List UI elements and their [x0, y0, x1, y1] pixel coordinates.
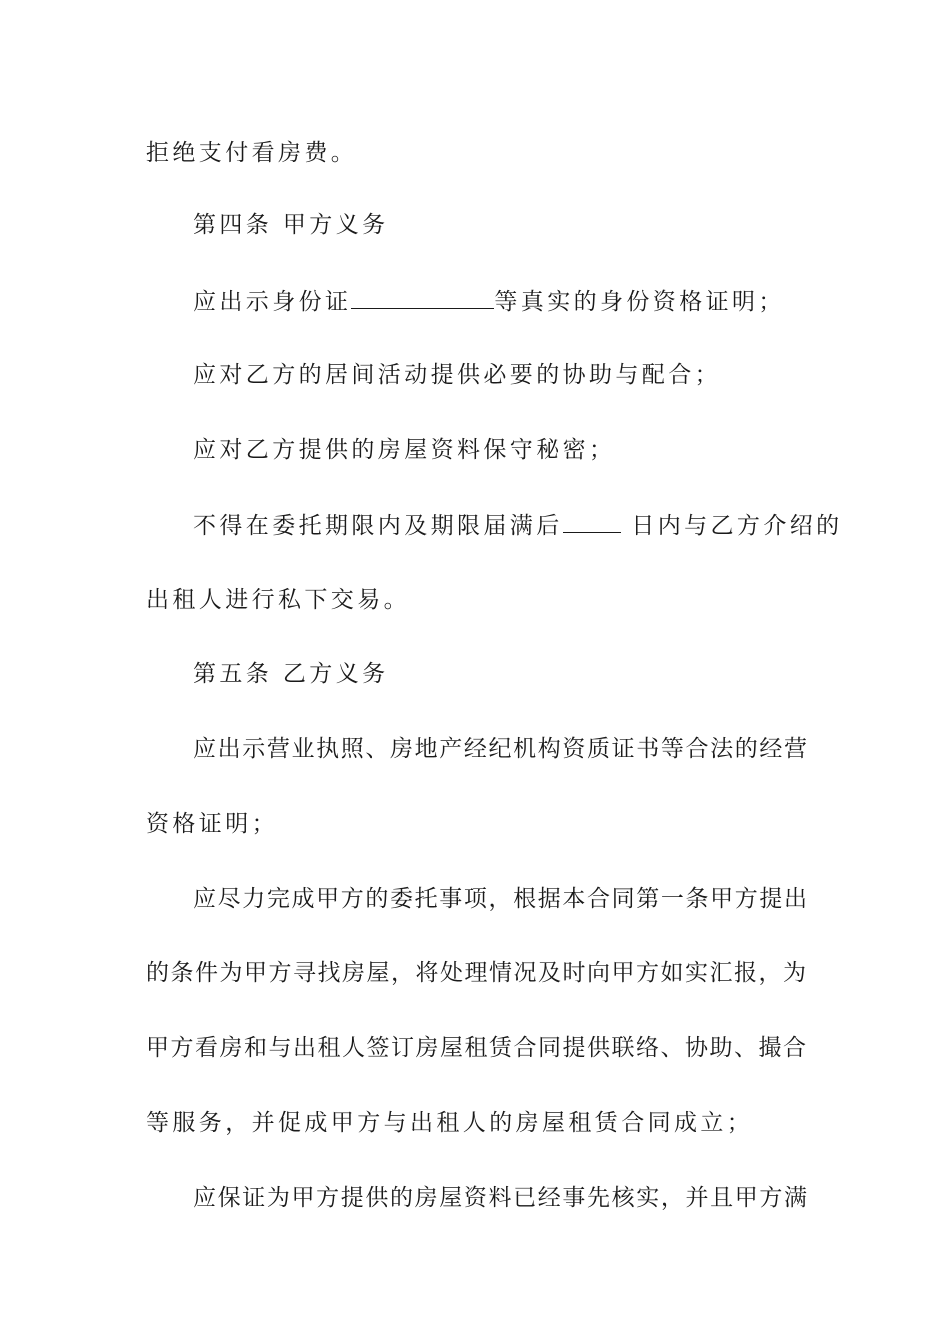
text-segment: 不得在委托期限内及期限届满后: [193, 513, 563, 539]
glyph: 应: [193, 886, 216, 912]
glyph: 汇: [709, 960, 733, 986]
glyph: 方: [170, 1035, 194, 1061]
glyph: 甲: [291, 1185, 315, 1211]
glyph: 房: [415, 1035, 439, 1061]
glyph: 将: [415, 960, 439, 986]
glyph: 完: [266, 886, 290, 912]
glyph: 已: [513, 1185, 537, 1211]
glyph: 事: [439, 886, 463, 912]
glyph: 如: [660, 960, 684, 986]
paragraph-line-private-deal: [193, 510, 843, 541]
glyph: 证: [242, 1185, 266, 1211]
glyph: 一: [660, 886, 684, 912]
glyph: 找: [317, 960, 341, 986]
glyph: 合: [513, 1035, 537, 1061]
glyph: 的: [734, 736, 758, 762]
paragraph-line: 应对乙方提供的房屋资料保守秘密；: [193, 437, 616, 463]
glyph: 照: [340, 736, 364, 762]
glyph: 条: [685, 886, 709, 912]
glyph: 、: [365, 736, 389, 762]
glyph: ，: [391, 960, 414, 986]
glyph: 看: [195, 1035, 218, 1061]
glyph: 实: [685, 960, 708, 986]
glyph: 经: [537, 1185, 561, 1211]
glyph: 为: [266, 1185, 290, 1211]
glyph: 条: [170, 960, 194, 986]
glyph: 络: [636, 1035, 659, 1061]
glyph: 房: [390, 736, 413, 762]
text-segment: 应出示身份证: [193, 289, 352, 315]
glyph: 项: [463, 886, 487, 912]
glyph: 等: [660, 736, 684, 762]
fill-in-blank: [563, 510, 621, 533]
glyph: 为: [783, 960, 806, 986]
text-segment: 等真实的身份资格证明；: [494, 289, 785, 315]
glyph: 保: [217, 1185, 241, 1211]
glyph: ，: [758, 960, 782, 986]
glyph: 同: [611, 886, 635, 912]
glyph: 应: [193, 1185, 216, 1211]
glyph: 租: [464, 1035, 488, 1061]
glyph: 出: [217, 736, 241, 762]
glyph: 方: [636, 960, 659, 986]
glyph: 并: [685, 1185, 709, 1211]
paragraph-line: 应对乙方的居间活动提供必要的协助与配合；: [193, 362, 721, 388]
glyph: 出: [293, 1035, 316, 1061]
glyph: 营: [266, 736, 290, 762]
glyph: 根: [513, 886, 537, 912]
glyph: 供: [365, 1185, 389, 1211]
glyph: 的: [146, 960, 169, 986]
glyph: ，: [660, 1185, 684, 1211]
glyph: 核: [611, 1185, 635, 1211]
glyph: 资: [562, 736, 586, 762]
glyph: 托: [414, 886, 438, 912]
glyph: 合: [685, 736, 709, 762]
glyph: 经: [463, 736, 487, 762]
glyph: 的: [390, 1185, 413, 1211]
glyph: 据: [537, 886, 561, 912]
glyph: 屋: [440, 1035, 463, 1061]
paragraph-line: [193, 1183, 807, 1213]
glyph: 房: [414, 1185, 438, 1211]
glyph: 、: [660, 1035, 684, 1061]
glyph: 执: [316, 736, 340, 762]
glyph: 经: [759, 736, 783, 762]
glyph: 屋: [439, 1185, 463, 1211]
glyph: 供: [587, 1035, 610, 1061]
glyph: 本: [562, 886, 586, 912]
glyph: 成: [291, 886, 315, 912]
glyph: 业: [291, 736, 315, 762]
glyph: 满: [784, 1185, 807, 1211]
glyph: 理: [464, 960, 488, 986]
glyph: 房: [219, 1035, 243, 1061]
glyph: 时: [562, 960, 586, 986]
glyph: 、: [734, 1035, 757, 1061]
glyph: 助: [709, 1035, 733, 1061]
glyph: 提: [759, 886, 783, 912]
glyph: 联: [611, 1035, 635, 1061]
glyph: 的: [365, 886, 389, 912]
glyph: 尽: [217, 886, 241, 912]
paragraph-line: [193, 884, 807, 914]
glyph: 及: [538, 960, 561, 986]
glyph: 方: [340, 886, 364, 912]
glyph: 方: [268, 960, 292, 986]
glyph: 甲: [734, 1185, 758, 1211]
glyph: 报: [734, 960, 757, 986]
glyph: 提: [340, 1185, 364, 1211]
glyph: 构: [537, 736, 561, 762]
glyph: 纪: [488, 736, 512, 762]
glyph: 方: [759, 1185, 783, 1211]
glyph: 委: [390, 886, 413, 912]
glyph: 订: [391, 1035, 414, 1061]
glyph: 赁: [489, 1035, 512, 1061]
glyph: 甲: [146, 1035, 169, 1061]
glyph: 甲: [611, 960, 635, 986]
article-4-heading: 第四条 甲方义务: [193, 212, 389, 238]
glyph: 提: [562, 1035, 586, 1061]
glyph: 第: [636, 886, 660, 912]
glyph: 书: [636, 736, 660, 762]
glyph: 力: [242, 886, 266, 912]
glyph: 方: [734, 886, 758, 912]
glyph: 合: [587, 886, 610, 912]
glyph: 资: [463, 1185, 487, 1211]
fill-in-blank: [351, 286, 494, 309]
glyph: 房: [342, 960, 365, 986]
article-5-heading: 第五条 乙方义务: [193, 661, 389, 687]
glyph: ，: [488, 886, 512, 912]
glyph: 租: [317, 1035, 341, 1061]
glyph: 产: [439, 736, 463, 762]
paragraph-line-id-proof: [193, 286, 807, 317]
paragraph-line: [146, 1033, 806, 1063]
text-segment: 日内与乙方介绍的: [620, 513, 843, 539]
paragraph-line: 等服务，并促成甲方与出租人的房屋租赁合同成立；: [146, 1110, 754, 1136]
glyph: 撮: [758, 1035, 782, 1061]
glyph: 情: [489, 960, 512, 986]
glyph: 与: [268, 1035, 292, 1061]
paragraph-line: [193, 734, 807, 764]
glyph: 先: [587, 1185, 610, 1211]
glyph: 件: [195, 960, 218, 986]
glyph: 法: [710, 736, 734, 762]
glyph: 且: [710, 1185, 734, 1211]
glyph: 示: [242, 736, 266, 762]
glyph: 营: [784, 736, 807, 762]
glyph: 甲: [316, 886, 340, 912]
glyph: 处: [440, 960, 463, 986]
glyph: 况: [513, 960, 537, 986]
glyph: 向: [587, 960, 610, 986]
glyph: 协: [685, 1035, 708, 1061]
glyph: 人: [342, 1035, 365, 1061]
glyph: 机: [513, 736, 537, 762]
glyph: 出: [784, 886, 807, 912]
glyph: 甲: [710, 886, 734, 912]
glyph: 料: [488, 1185, 512, 1211]
glyph: 合: [783, 1035, 806, 1061]
glyph: 和: [244, 1035, 267, 1061]
paragraph-line: 出租人进行私下交易。: [146, 587, 410, 613]
glyph: 应: [193, 736, 216, 762]
glyph: 方: [316, 1185, 340, 1211]
paragraph-line: 资格证明；: [146, 811, 278, 837]
glyph: 屋: [366, 960, 390, 986]
glyph: 同: [538, 1035, 561, 1061]
paragraph-line: 拒绝支付看房费。: [146, 140, 358, 166]
glyph: 事: [562, 1185, 586, 1211]
glyph: 签: [366, 1035, 390, 1061]
glyph: 质: [587, 736, 610, 762]
glyph: 证: [611, 736, 635, 762]
glyph: 寻: [293, 960, 316, 986]
glyph: 实: [636, 1185, 660, 1211]
paragraph-line: [146, 958, 806, 988]
glyph: 地: [414, 736, 438, 762]
glyph: 为: [219, 960, 243, 986]
glyph: 甲: [244, 960, 267, 986]
